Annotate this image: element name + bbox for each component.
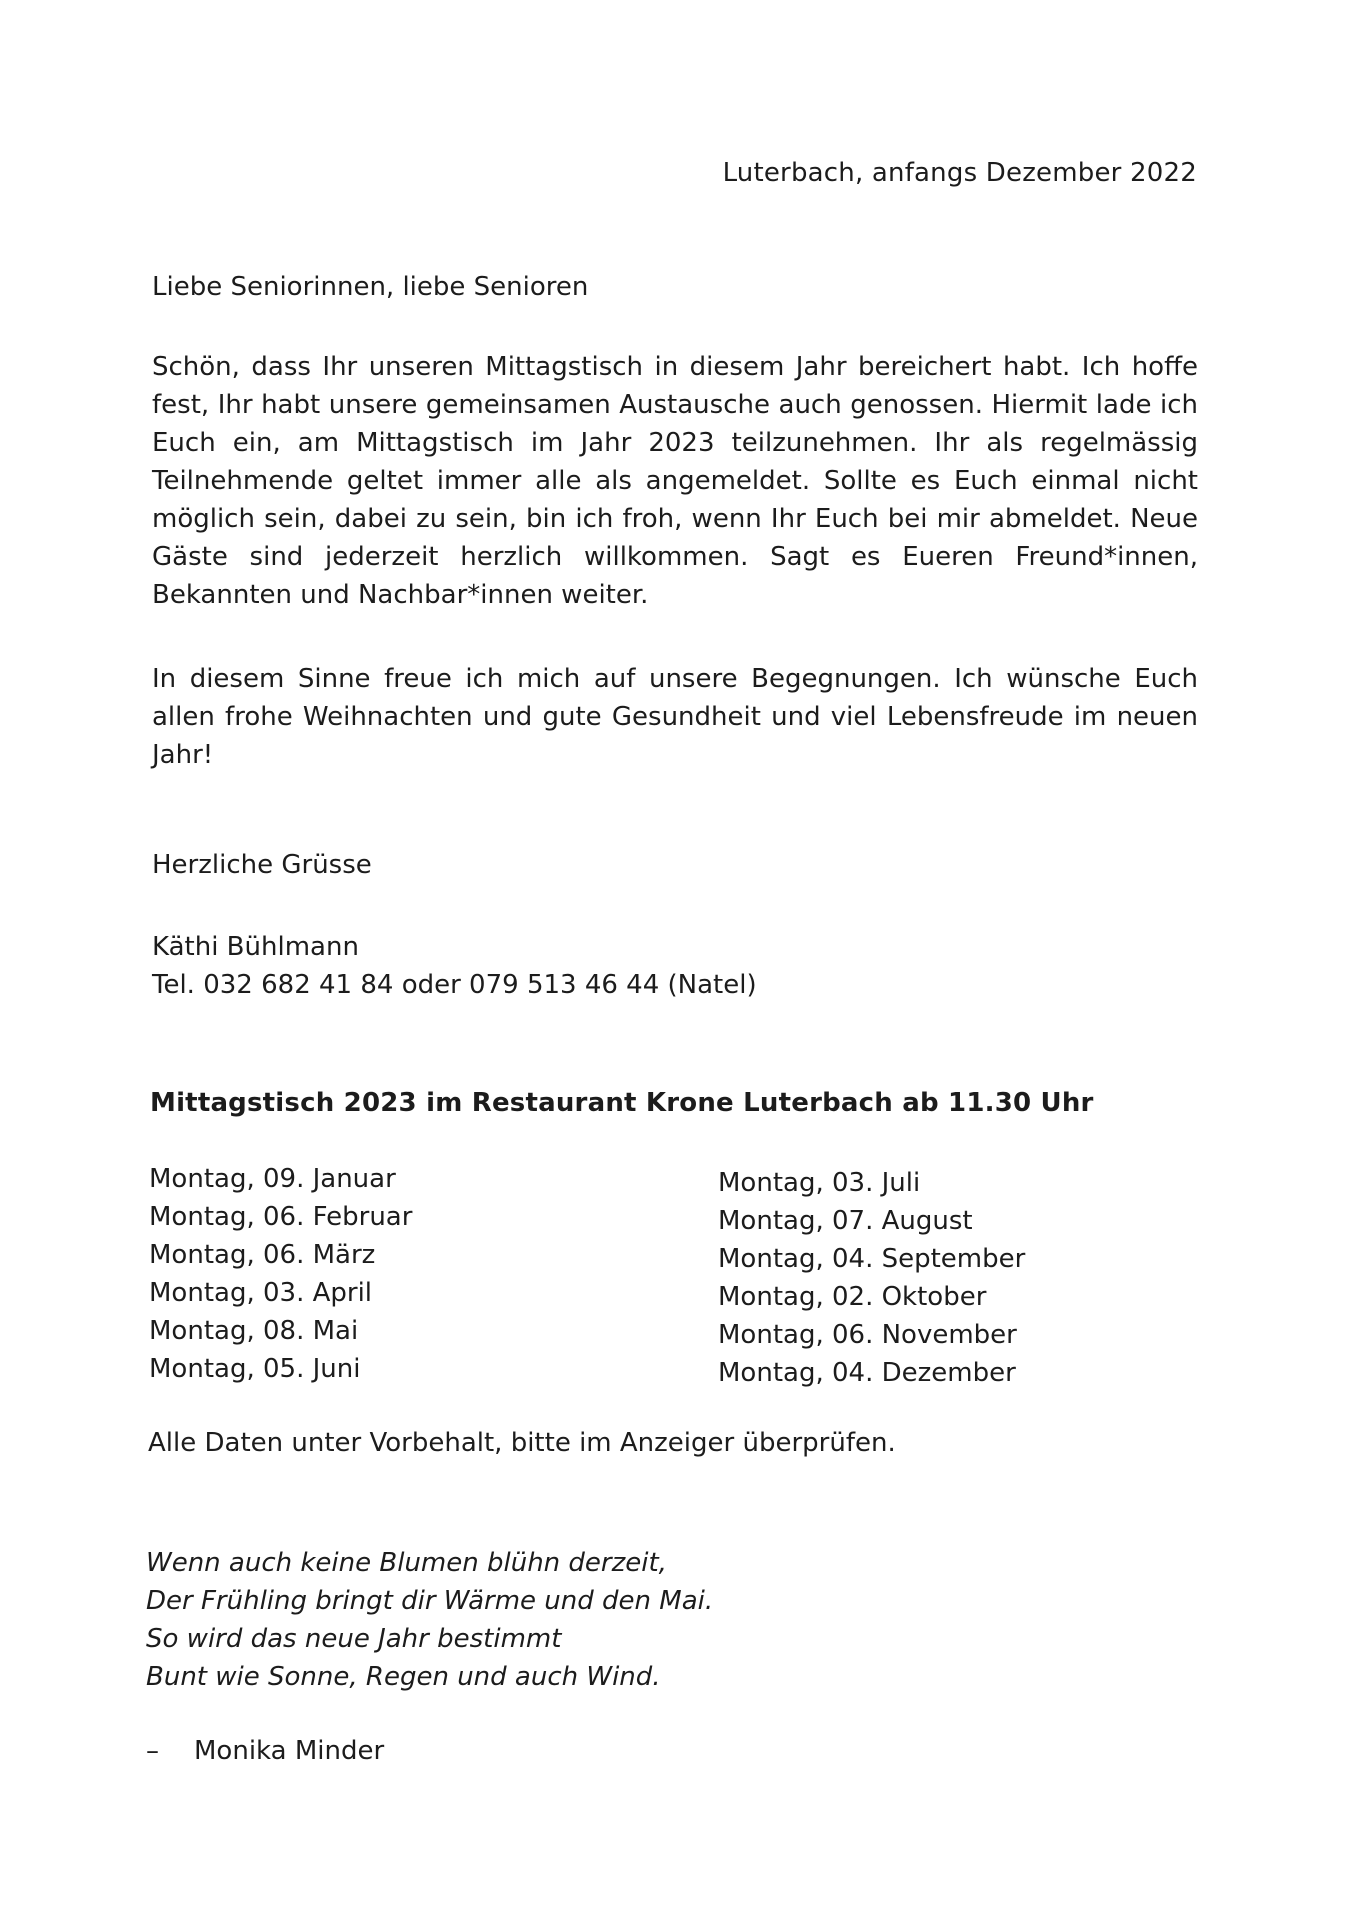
signer-name: Käthi Bühlmann [152,932,359,962]
date-item: Montag, 06. November [718,1320,1017,1350]
dates-list-left [149,1160,412,1388]
date-item: Montag, 06. Februar [149,1202,413,1232]
poem-line: Bunt wie Sonne, Regen und auch Wind. [146,1662,661,1692]
signer-phone: Tel. 032 682 41 84 oder 079 513 46 44 (Natel) [152,970,757,1000]
poem-line: Der Frühling bringt dir Wärme und den Mai. [146,1586,714,1616]
date-item: Montag, 07. August [718,1206,973,1236]
place-date: Luterbach, anfangs Dezember 2022 [722,158,1197,188]
closing-greeting: Herzliche Grüsse [152,850,372,880]
author-name: Monika Minder [194,1736,385,1766]
date-item: Montag, 05. Juni [149,1354,361,1384]
date-item: Montag, 03. April [149,1278,373,1308]
schedule-disclaimer: Alle Daten unter Vorbehalt, bitte im Anzeiger überprüfen. [148,1428,896,1458]
date-item: Montag, 04. Dezember [718,1358,1016,1388]
author-dash: – [146,1736,159,1766]
dates-list-right [718,1164,1025,1392]
schedule-title: Mittagstisch 2023 im Restaurant Krone Luterbach ab 11.30 Uhr [150,1088,1094,1118]
poem-author [146,1736,384,1766]
date-item: Montag, 09. Januar [149,1164,396,1194]
poem-line: So wird das neue Jahr bestimmt [146,1624,562,1654]
salutation: Liebe Seniorinnen, liebe Senioren [152,272,589,302]
poem-line: Wenn auch keine Blumen blühn derzeit, [146,1548,667,1578]
poem [146,1544,713,1696]
body-paragraph-1: Schön, dass Ihr unseren Mittagstisch in diesem Jahr bereichert habt. Ich hoffe fest, Ihr habt unsere gemeinsamen Austausche auch genossen. Hiermit lade ich Euch ein, am Mittagstisch im Jahr 2023 teilzunehmen. Ihr als regelmässig Teilnehmende geltet immer alle als angemeldet. Sollte es Euch einmal nicht möglich sein, dabei zu sein, bin ich froh, wenn Ihr Euch bei mir abmeldet. Neue Gäste sind jederzeit herzlich willkommen. Sagt es Eueren Freund*innen, Bekannten und Nachbar*innen weiter. [152,352,1198,610]
date-item: Montag, 03. Juli [718,1168,921,1198]
date-item: Montag, 02. Oktober [718,1282,987,1312]
body-paragraph-2: In diesem Sinne freue ich mich auf unsere Begegnungen. Ich wünsche Euch allen frohe Weihnachten und gute Gesundheit und viel Lebensfreude im neuen Jahr! [152,664,1198,770]
date-item: Montag, 04. September [718,1244,1026,1274]
signature-block [152,928,757,1004]
date-item: Montag, 08. Mai [149,1316,359,1346]
date-item: Montag, 06. März [149,1240,376,1270]
